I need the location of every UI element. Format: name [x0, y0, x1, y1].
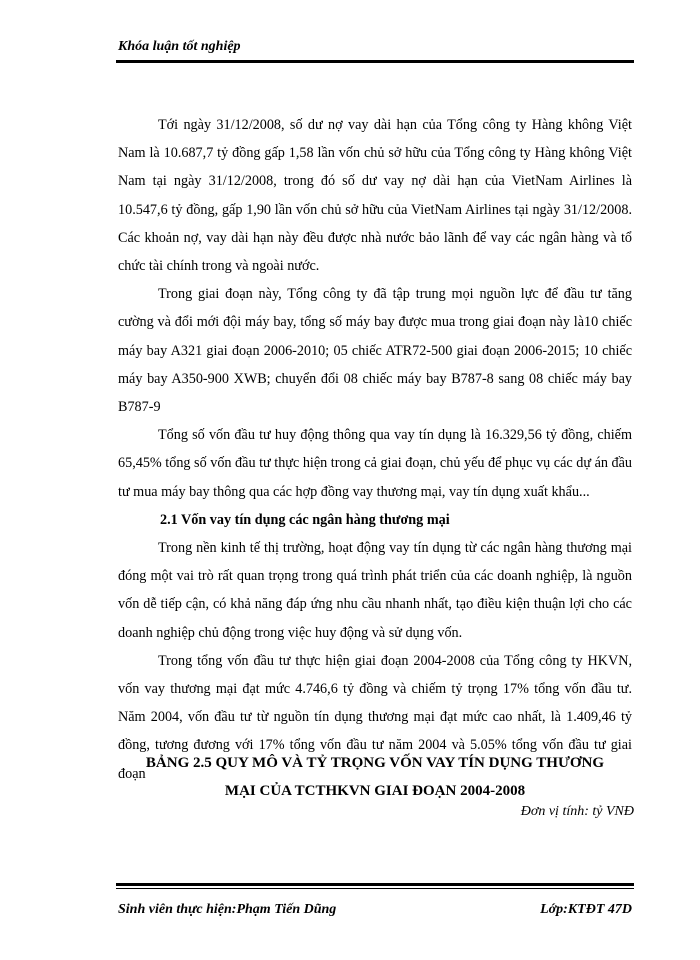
section-paragraph-2: Trong tổng vốn đầu tư thực hiện giai đoạn 2004-2008 của Tổng công ty HKVN, vốn vay thương mại đạt mức 4.746,6 tỷ đồng và chiếm tỷ trọng 17% tổng vốn đầu tư. Năm 2004, vốn đầu tư từ nguồn tín dụng thương mại đạt mức cao nhất, là 1.409,46 tỷ đồng, tương đương với 17% tổng vốn đầu tư năm 2004 và 5.05% tổng vốn đầu tư giai đoạn — [118, 652, 632, 782]
table-title-line-1: BẢNG 2.5 QUY MÔ VÀ TỶ TRỌNG VỐN VAY TÍN DỤNG THƯƠNG — [145, 755, 605, 771]
section-heading: 2.1 Vốn vay tín dụng các ngân hàng thương mại — [160, 511, 450, 528]
header-title: Khóa luận tốt nghiệp — [118, 39, 241, 54]
paragraph-1: Tới ngày 31/12/2008, số dư nợ vay dài hạn của Tổng công ty Hàng không Việt Nam là 10.687,7 tỷ đồng gấp 1,58 lần vốn chủ sở hữu của Tổng công ty Hàng không Việt Nam tại ngày 31/12/2008, trong đó số dư vay nợ dài hạn của VietNam Airlines là 10.547,6 tỷ đồng, gấp 1,90 lần vốn chủ sở hữu của VietNam Airlines tại ngày 31/12/2008. Các khoản nợ, vay dài hạn này đều được nhà nước bảo lãnh để vay các ngân hàng và tổ chức tài chính trong và ngoài nước. — [118, 117, 632, 275]
table-title — [118, 749, 632, 805]
paragraph-2: Trong giai đoạn này, Tổng công ty đã tập trung mọi nguồn lực để đầu tư tăng cường và đổi mới đội máy bay, tổng số máy bay được mua trong giai đoạn này là10 chiếc máy bay A321 giai đoạn 2006-2010; 05 chiếc ATR72-500 giai đoạn 2006-2015; 10 chiếc máy bay A350-900 XWB; chuyển đổi 08 chiếc máy bay B787-8 sang 08 chiếc máy bay B787-9 — [118, 286, 632, 416]
section-paragraph-1: Trong nền kinh tế thị trường, hoạt động vay tín dụng từ các ngân hàng thương mại đóng một vai trò rất quan trọng trong quá trình phát triển của các doanh nghiệp, là nguồn vốn dễ tiếp cận, có khả năng đáp ứng nhu cầu nhanh nhất, tạo điều kiện thuận lợi cho các doanh nghiệp chủ động trong việc huy động và sử dụng vốn. — [118, 540, 632, 641]
footer-student: Sinh viên thực hiện:Phạm Tiến Dũng — [118, 902, 337, 917]
unit-label: Đơn vị tính: tỷ VNĐ — [520, 804, 634, 819]
footer-rule-thin — [116, 888, 634, 889]
paragraph-3: Tổng số vốn đầu tư huy động thông qua vay tín dụng là 16.329,56 tỷ đồng, chiếm 65,45% tổng số vốn đầu tư thực hiện trong cả giai đoạn, chủ yếu để phục vụ các dự án đầu tư mua máy bay thông qua các hợp đồng vay thương mại, vay tín dụng xuất khẩu... — [118, 427, 632, 500]
body-text — [118, 111, 632, 788]
table-title-line-2: MẠI CỦA TCTHKVN GIAI ĐOẠN 2004-2008 — [224, 783, 526, 799]
header-rule — [116, 60, 634, 63]
footer-rule-thick — [116, 883, 634, 886]
footer-class: Lớp:KTĐT 47D — [540, 902, 632, 917]
